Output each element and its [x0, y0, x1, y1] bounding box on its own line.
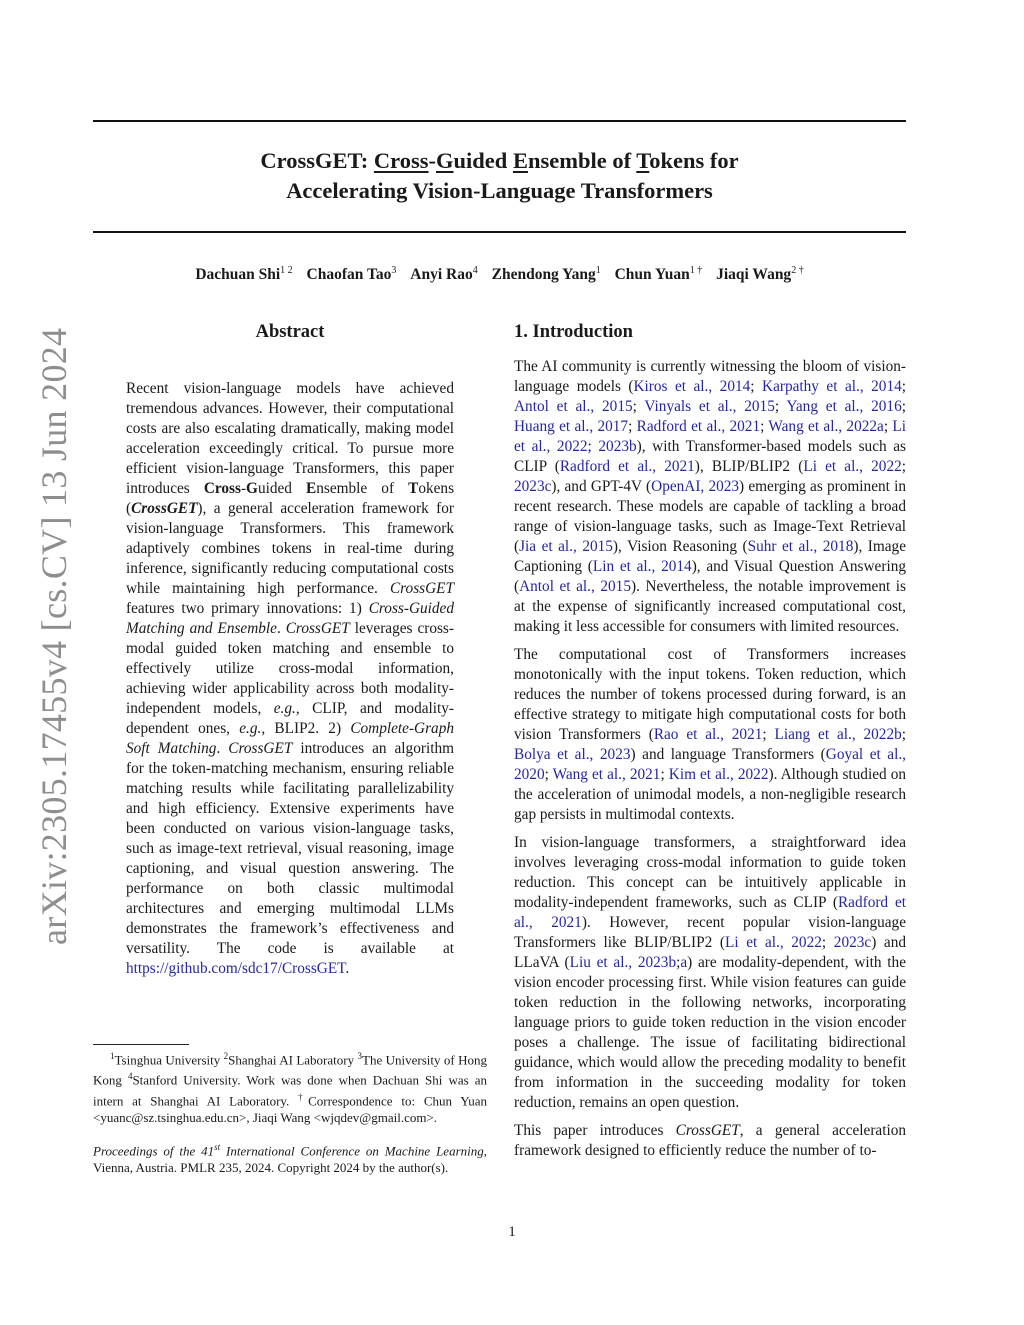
- intro-text: ;: [676, 954, 681, 971]
- citation-link[interactable]: Antol et al., 2015: [514, 398, 633, 415]
- intro-text: ;: [821, 934, 834, 951]
- intro-text: ;: [883, 418, 893, 435]
- citation-link[interactable]: 2023c: [833, 934, 872, 951]
- citation-link[interactable]: Vinyals et al., 2015: [644, 398, 775, 415]
- introduction-body: [514, 357, 906, 1169]
- intro-text: ) and language Transformers (: [630, 746, 826, 763]
- citation-link[interactable]: Radford et al., 2021: [559, 458, 695, 475]
- intro-text: ;: [632, 398, 645, 415]
- intro-text: ), and GPT-4V (: [551, 478, 652, 495]
- citation-link[interactable]: Li et al., 2022: [514, 418, 906, 455]
- intro-text: ;: [750, 378, 763, 395]
- intro-text: ;: [901, 458, 907, 475]
- intro-text: ;: [628, 418, 637, 435]
- intro-text: The AI community is currently witnessing the bloom of vision-language models (: [514, 358, 906, 395]
- title-line-2: Accelerating Vision-Language Transformers: [286, 178, 713, 203]
- citation-link[interactable]: 2023b: [598, 438, 637, 455]
- citation-link[interactable]: Karpathy et al., 2014: [762, 378, 902, 395]
- intro-text: ), and Visual Question Answering (: [514, 558, 906, 595]
- citation-link[interactable]: Huang et al., 2017: [514, 418, 629, 435]
- citation-link[interactable]: Li et al., 2022: [725, 934, 822, 951]
- citation-link[interactable]: OpenAI, 2023: [651, 478, 740, 495]
- intro-text: ), Vision Reasoning (: [612, 538, 748, 555]
- page-number: 1: [508, 1224, 516, 1240]
- intro-text: ;: [587, 438, 599, 455]
- citation-link[interactable]: Lin et al., 2014: [592, 558, 692, 575]
- intro-paragraph: [514, 357, 906, 637]
- intro-text: ;: [774, 398, 787, 415]
- affiliations-footnote: $^1$Tsinghua University $^2$Shanghai AI Laboratory $^3$The University of Hong Kong $^4$Stanford University. Work was done when Dachuan Shi was an intern at Shanghai AI Laboratory. †Correspondence to: Chun Yuan <yuanc@sz.tsinghua.edu.cn>, Jiaqi Wang <wjqdev@gmail.com>.: [93, 1051, 488, 1125]
- intro-text: ), BLIP/BLIP2 (: [694, 458, 804, 475]
- author: Dachuan Shi$^{1 2}$: [195, 265, 293, 284]
- title-rule-top: [93, 120, 906, 122]
- intro-text: ), with Transformer-based models such as CLIP (: [514, 438, 906, 475]
- title-rule-bottom: [93, 231, 906, 233]
- intro-text: ;: [901, 398, 906, 415]
- intro-text: ;: [660, 766, 669, 783]
- intro-text: CrossGET: [675, 1122, 740, 1139]
- intro-text: ;: [544, 766, 553, 783]
- citation-link[interactable]: Liang et al., 2022b: [774, 726, 902, 743]
- proceedings-note: Proceedings of the 41st International Conference on Machine Learning, Vienna, Austria. PMLR 235, 2024. Copyright 2024 by the author(s).: [93, 1141, 487, 1176]
- intro-paragraph: [514, 833, 906, 1113]
- citation-link[interactable]: Suhr et al., 2018: [747, 538, 854, 555]
- author: Anyi Rao$^4$: [410, 265, 478, 284]
- citation-link[interactable]: Wang et al., 2022a: [768, 418, 884, 435]
- intro-text: ;: [901, 378, 906, 395]
- arxiv-identifier-stamp: arXiv:2305.17455v4 [cs.CV] 13 Jun 2024: [34, 327, 74, 945]
- citation-link[interactable]: Bolya et al., 2023: [514, 746, 631, 763]
- intro-text: ) emerging as prominent in recent research. These models are capable of tackling a broad range of vision-language tasks, such as Image-Text Retrieval (: [514, 478, 906, 555]
- citation-link[interactable]: Radford et al., 2021: [636, 418, 761, 435]
- intro-text: ) and LLaVA (: [514, 934, 907, 971]
- citation-link[interactable]: Kiros et al., 2014: [633, 378, 751, 395]
- intro-text: ). However, recent popular vision-language Transformers like BLIP/BLIP2 (: [514, 914, 906, 951]
- intro-text: , a general acceleration framework designed to efficiently reduce the number of to-: [514, 1122, 906, 1159]
- intro-paragraph: [514, 1121, 906, 1161]
- intro-text: ). Although studied on the acceleration of unimodal models, a non-negligible research gap persists in multimodal contexts.: [514, 766, 906, 823]
- abstract-heading: Abstract: [255, 322, 325, 342]
- citation-link[interactable]: Yang et al., 2016: [786, 398, 902, 415]
- citation-link[interactable]: Antol et al., 2015: [519, 578, 631, 595]
- author-list: [93, 265, 906, 284]
- author: Chaofan Tao$^3$: [306, 265, 397, 284]
- paper-title: [93, 146, 906, 206]
- citation-link[interactable]: Liu et al., 2023b: [569, 954, 677, 971]
- footnote-rule: [93, 1044, 189, 1045]
- intro-text: ;: [901, 726, 906, 743]
- citation-link[interactable]: a: [680, 954, 688, 971]
- citation-link[interactable]: Radford et al., 2021: [514, 894, 906, 931]
- citation-link[interactable]: Kim et al., 2022: [668, 766, 769, 783]
- intro-text: The computational cost of Transformers increases monotonically with the input tokens. Token reduction, which reduces the number of tokens processed during forward, is an effective strategy to mitigate high computational costs for both vision Transformers (: [514, 646, 906, 743]
- introduction-heading: 1. Introduction: [514, 322, 633, 342]
- intro-text: ). Nevertheless, the notable improvement is at the expense of significantly increased computational cost, making it less accessible for consumers with limited resources.: [514, 578, 907, 635]
- intro-text: ;: [762, 726, 775, 743]
- citation-link[interactable]: Wang et al., 2021: [552, 766, 661, 783]
- intro-text: ;: [760, 418, 769, 435]
- intro-paragraph: [514, 645, 906, 825]
- footnotes: [93, 1048, 487, 1176]
- intro-text: This paper introduces: [514, 1122, 676, 1139]
- author: Zhendong Yang$^1$: [491, 265, 601, 284]
- author: Chun Yuan$^{1 \dagger}$: [614, 265, 703, 284]
- intro-text: In vision-language transformers, a straightforward idea involves leveraging cross-modal information to guide token reduction. This concept can be intuitively applicable in modality-independent frameworks, such as CLIP (: [514, 834, 906, 911]
- citation-link[interactable]: Li et al., 2022: [803, 458, 902, 475]
- citation-link[interactable]: Goyal et al., 2020: [514, 746, 906, 783]
- author: Jiaqi Wang$^{2 \dagger}$: [716, 265, 804, 284]
- intro-text: ), Image Captioning (: [514, 538, 906, 575]
- code-link[interactable]: https://github.com/sdc17/CrossGET: [126, 960, 346, 977]
- citation-link[interactable]: Rao et al., 2021: [653, 726, 763, 743]
- citation-link[interactable]: 2023c: [514, 478, 552, 495]
- abstract-body: Recent vision-language models have achieved tremendous advances. However, their computational costs are also escalating dramatically, making model acceleration exceedingly critical. To pursue more efficient vision-language Transformers, this paper introduces Cross-Guided Ensemble of Tokens (CrossGET), a general acceleration framework for vision-language Transformers. This framework adaptively combines tokens in real-time during inference, significantly reducing computational costs while maintaining high performance. CrossGET features two primary innovations: 1) Cross-Guided Matching and Ensemble. CrossGET leverages cross-modal guided token matching and ensemble to effectively utilize cross-modal information, achieving wider applicability across both modality-independent models, e.g., CLIP, and modality-dependent ones, e.g., BLIP2. 2) Complete-Graph Soft Matching. CrossGET introduces an algorithm for the token-matching mechanism, ensuring reliable matching results while facilitating parallelizability and high efficiency. Extensive experiments have been conducted on various vision-language tasks, such as image-text retrieval, visual reasoning, image captioning, and visual question answering. The performance on both classic multimodal architectures and emerging multimodal LLMs demonstrates the framework’s effectiveness and versatility. The code is available at https://github.com/sdc17/CrossGET.: [126, 380, 455, 977]
- citation-link[interactable]: Jia et al., 2015: [519, 538, 613, 555]
- title-line-1: CrossGET: Cross-Guided Ensemble of Tokens for: [260, 148, 739, 173]
- intro-text: ) are modality-dependent, with the vision encoder processing first. While vision features can guide token reduction in the following networks, incorporating language priors to guide token reduction in the vision encoder poses a challenge. The issue of facilitating bidirectional guidance, which would allow the preceding modality to benefit from information in the succeeding modality for token reduction, remains an open question.: [514, 954, 906, 1111]
